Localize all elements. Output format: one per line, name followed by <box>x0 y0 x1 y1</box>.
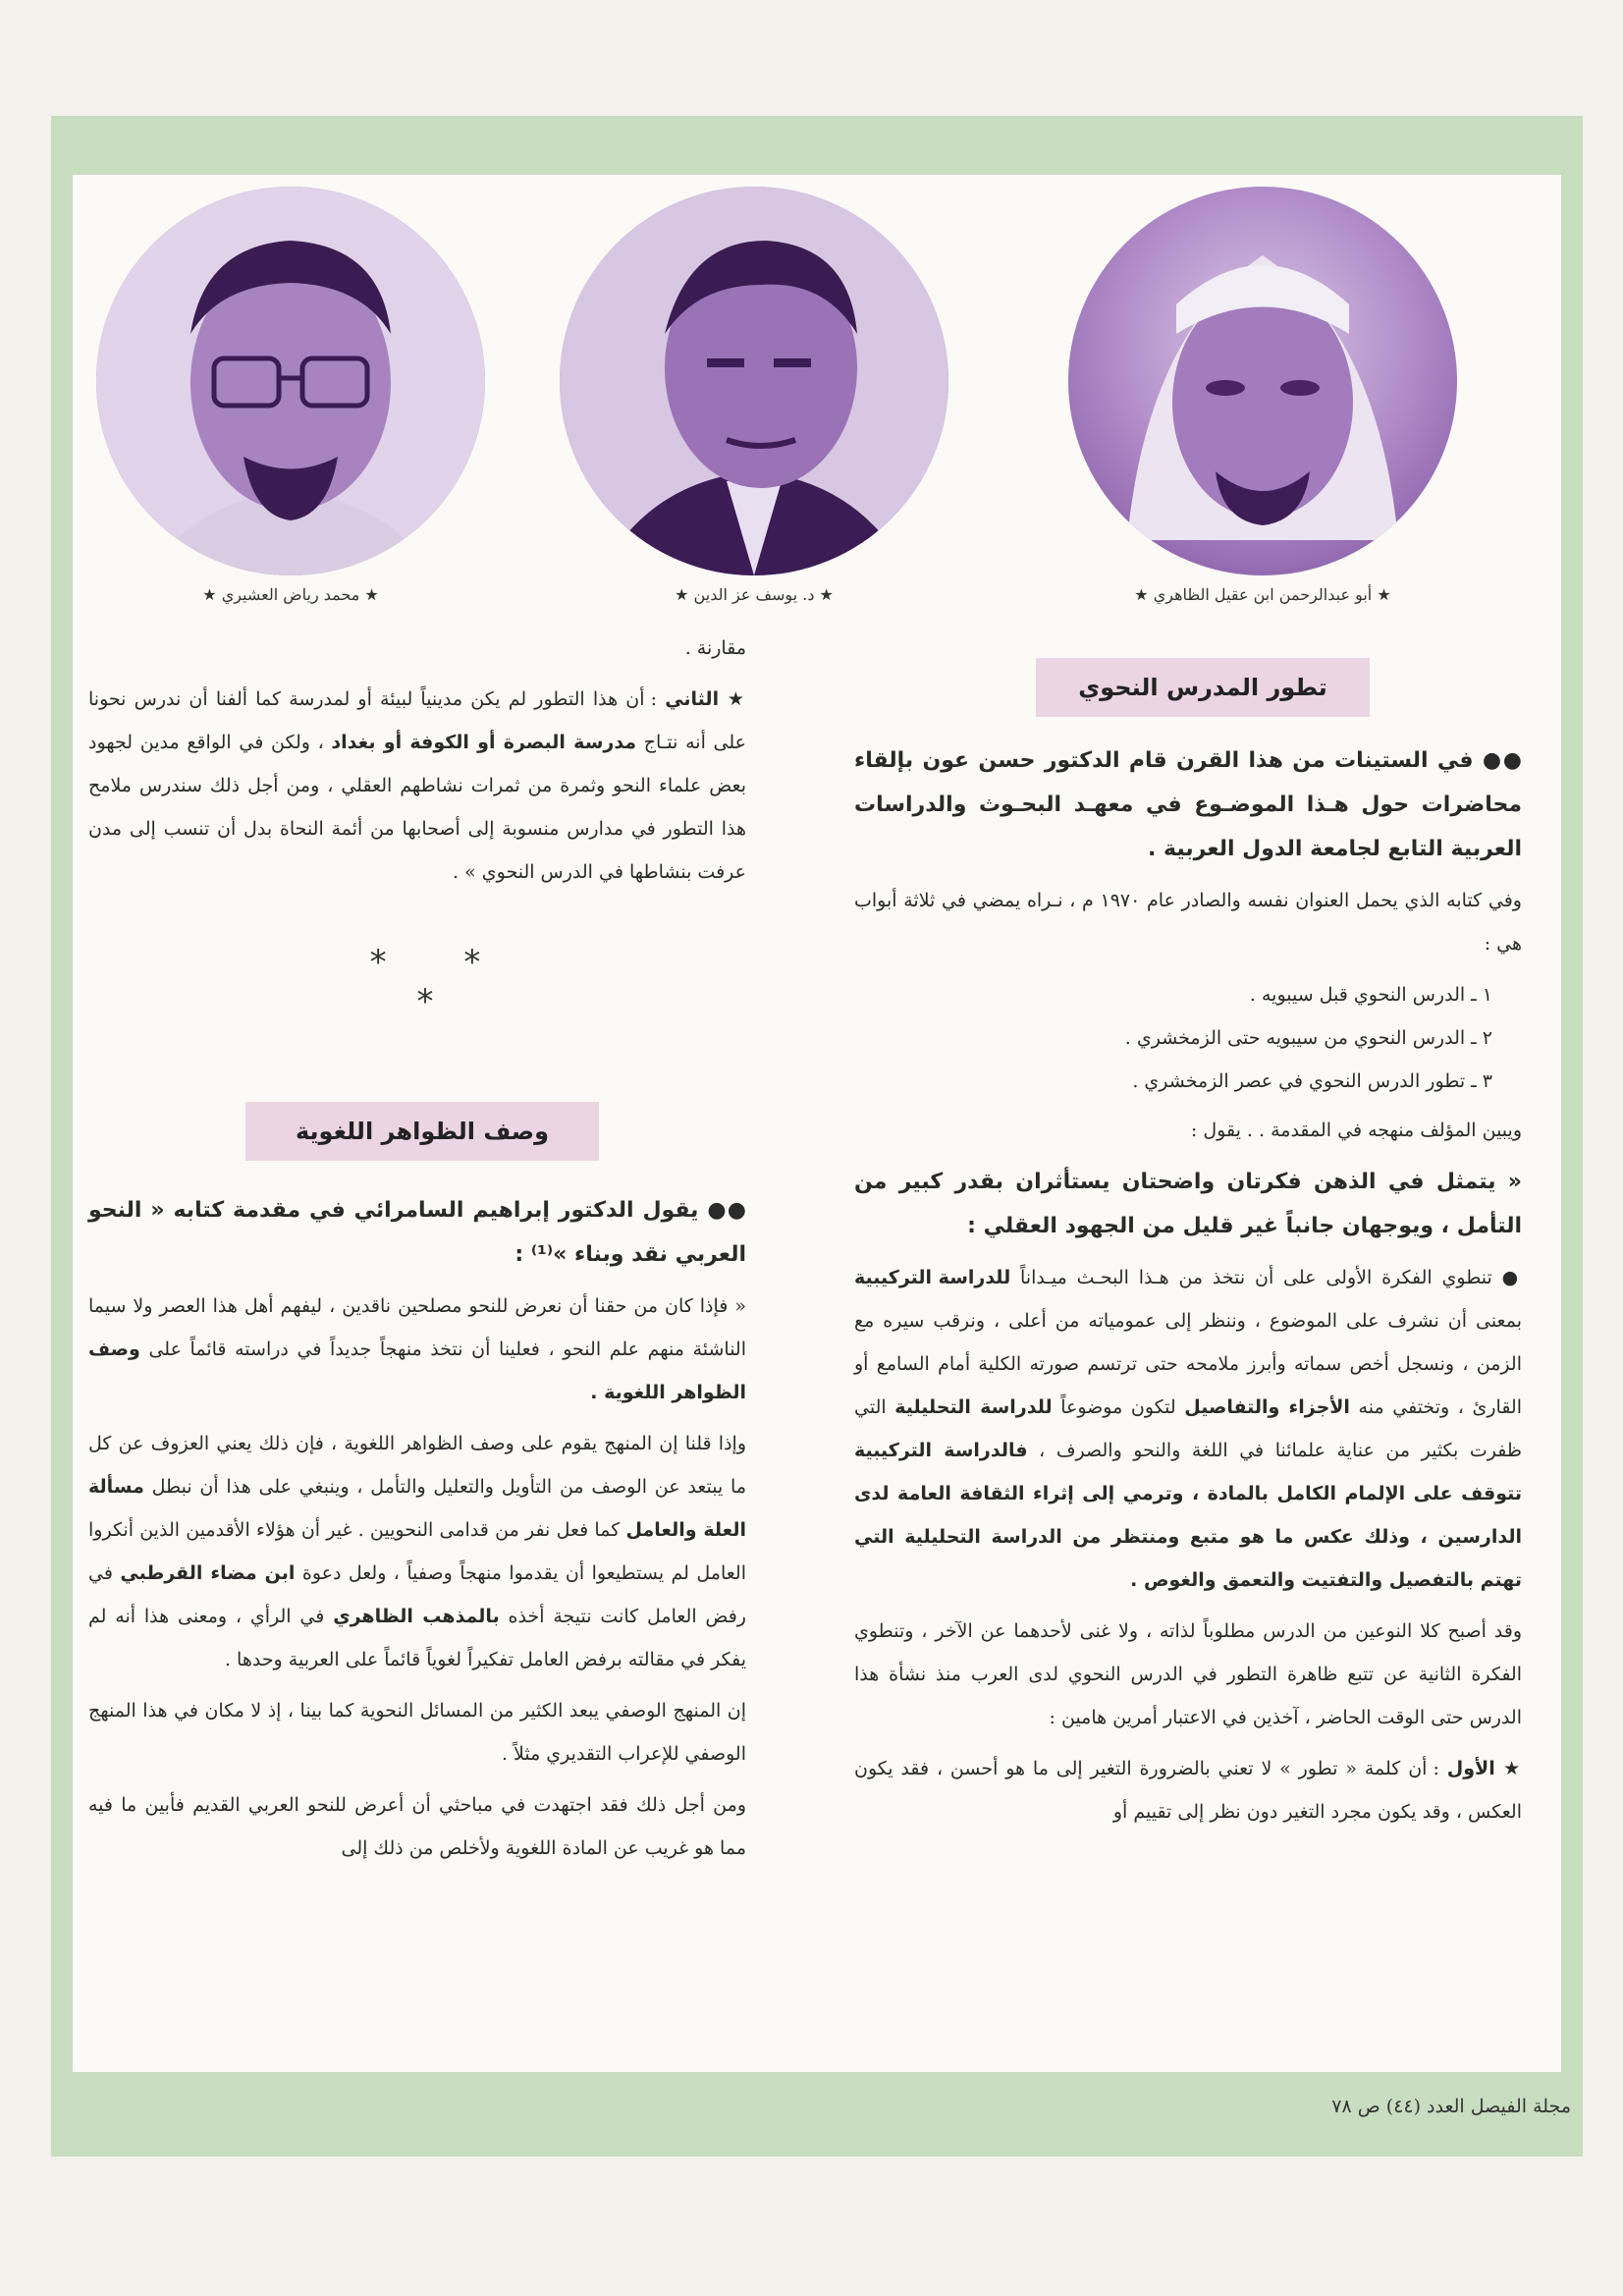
right-column <box>854 738 1522 1841</box>
text-span: ● تنطوي الفكرة الأولى على أن نتخذ من هـذا البحـث ميـداناً <box>1020 1267 1522 1288</box>
section2-lead: ●● يقول الدكتور إبراهيم السامرائي في مقدمة كتابه « النحو العربي نقد وبناء »⁽¹⁾ : <box>88 1198 746 1267</box>
section-divider-stars: * * * <box>369 943 514 1021</box>
portrait-photo-right <box>1068 187 1457 575</box>
emphasis-text: وصف الظواهر اللغوية . <box>88 1339 746 1403</box>
list-item: ٢ ـ الدرس النحوي من سيبويه حتى الزمخشري . <box>1124 1027 1492 1049</box>
text-span: لتكون موضوعاً <box>1060 1396 1176 1418</box>
section1-p5 <box>854 1747 1522 1833</box>
point-label: ★ الثاني <box>665 688 747 710</box>
text-span: بمعنى أن نشرف على الموضوع ، وننظر إلى عمومياته من أعلى ، ونرقب سيره مع الزمن ، ونسجل أخص سماته وأبرز ملامحه حتى ترتسم صورته الكلية أمام السامع أو القارئ ، وتختفي منه <box>854 1310 1522 1418</box>
left-p1 <box>88 678 746 894</box>
section1-p2: ويبين المؤلف منهجه في المقدمة . . يقول : <box>1190 1120 1522 1141</box>
emphasis-text: مدرسة البصرة أو الكوفة أو بغداد <box>331 732 637 753</box>
list-item: ٣ ـ تطور الدرس النحوي في عصر الزمخشري . <box>1132 1070 1492 1092</box>
text-span: كما فعل نفر من قدامى النحويين . غير أن هؤلاء الأقدمين الذين أنكروا العامل لم يستطيعوا أن يقدموا منهجاً وصفياً ، ولعل دعوة <box>88 1519 746 1584</box>
section1-quote: « يتمثل في الذهن فكرتان واضحتان يستأثران بقدر كبير من التأمل ، ويوجهان جانباً غير قليل من الجهود العقلي : <box>854 1170 1522 1238</box>
caption-right: ★ أبو عبدالرحمن ابن عقيل الظاهري ★ <box>1134 585 1391 604</box>
text-span: : أن هذا التطور لم يكن مدينياً لبيئة أو لمدرسة كما ألفنا أن ندرس نحونا على أنه نتـاج <box>88 688 746 753</box>
emphasis-text: فالدراسة التركيبية تتوقف على الإلمام الكامل بالمادة ، وترمي إلى إثراء الثقافة العامة لدى الدارسين ، وذلك عكس ما هو متبع ومنتظر من الدراسة التحليلية التي تهتم بالتفصيل والتفتيت والتعمق والغوص . <box>854 1440 1522 1591</box>
section1-lead: ●● في الستينات من هذا القرن قام الدكتور حسن عون بإلقاء محاضرات حول هـذا الموضـوع في معهـد البحـوث والدراسات العربية التابع لجامعة الدول العربية . <box>854 748 1522 861</box>
section2-p3: إن المنهج الوصفي يبعد الكثير من المسائل النحوية كما بينا ، إذ لا مكان في هذا المنهج الوصفي للإعراب التقديري مثلاً . <box>88 1700 746 1765</box>
emphasis-text: للدراسة التركيبية <box>854 1267 1011 1288</box>
section-heading-linguistic-phenomena: وصف الظواهر اللغوية <box>245 1102 599 1161</box>
portrait-photo-left <box>96 187 485 575</box>
page-footer: مجلة الفيصل العدد (٤٤) ص ٧٨ <box>1331 2096 1571 2117</box>
portrait-photo-middle <box>560 187 948 575</box>
section1-list <box>854 973 1522 1103</box>
text-span: في الرأي ، ومعنى هذا أنه لم يفكر في مقالته برفض العامل تفكيراً لغوياً قائماً على العربية وحدها . <box>88 1606 746 1670</box>
left-column-bottom <box>88 1188 746 1878</box>
caption-middle: ★ د. يوسف عز الدين ★ <box>675 585 834 604</box>
decorative-band-right <box>1561 116 1583 2119</box>
section1-p3 <box>854 1256 1522 1602</box>
section-heading-grammar-development: تطور المدرس النحوي <box>1036 658 1370 717</box>
text-span: في رفض العامل كانت نتيجة أخذه <box>88 1562 746 1627</box>
text-span: التي ظفرت بكثير من عناية علمائنا في اللغة والنحو والصرف ، <box>854 1396 1523 1461</box>
decorative-band-left <box>51 116 73 2119</box>
decorative-band-top <box>51 116 1583 175</box>
text-span: ، ولكن في الواقع مدين لجهود بعض علماء النحو وثمرة من ثمرات نشاطهم العقلي ، ومن أجل ذلك سندرس ملامح هذا التطور في مدارس منسوبة إلى أصحابها من أئمة النحاة بدل أن تنسب إلى مدن عرفت بنشاطها في الدرس النحوي » . <box>88 732 746 883</box>
section1-p1: وفي كتابه الذي يحمل العنوان نفسه والصادر عام ١٩٧٠ م ، نـراه يمضي في ثلاثة أبواب هي : <box>854 890 1522 955</box>
section2-p2 <box>88 1422 746 1681</box>
emphasis-text: بالمذهب الظاهري <box>333 1606 500 1627</box>
emphasis-text: ابن مضاء القرطبي <box>120 1562 296 1584</box>
section2-p4: ومن أجل ذلك فقد اجتهدت في مباحثي أن أعرض للنحو العربي القديم فأبين ما فيه مما هو غريب عن المادة اللغوية ولأخلص من ذلك إلى <box>88 1794 746 1859</box>
emphasis-text: للدراسة التحليلية <box>894 1396 1053 1418</box>
left-p0: مقارنة . <box>684 637 746 659</box>
left-column-top <box>88 627 746 902</box>
point-label: ★ الأول <box>1446 1758 1522 1779</box>
list-item: ١ ـ الدرس النحوي قبل سيبويه . <box>1249 984 1492 1006</box>
section1-p4: وقد أصبح كلا النوعين من الدرس مطلوباً لذاته ، ولا غنى لأحدهما عن الآخر ، وتنطوي الفكرة الثانية عن تتبع ظاهرة التطور في الدرس النحوي لدى العرب منذ نشأة هذا الدرس حتى الوقت الحاضر ، آخذين في الاعتبار أمرين هامين : <box>854 1620 1522 1728</box>
text-span: : أن كلمة « تطور » لا تعني بالضرورة التغير إلى ما هو أحسن ، فقد يكون العكس ، وقد يكون مجرد التغير دون نظر إلى تقييم أو <box>854 1758 1522 1823</box>
section2-p1 <box>88 1285 746 1414</box>
emphasis-text: الأجزاء والتفاصيل <box>1184 1396 1350 1418</box>
text-span: وإذا قلنا إن المنهج يقوم على وصف الظواهر اللغوية ، فإن ذلك يعني العزوف عن كل ما يبتعد عن الوصف من التأويل والتعليل والتأمل ، وينبغي على هذا أن نبطل <box>88 1433 747 1498</box>
caption-left: ★ محمد رياض العشيري ★ <box>202 585 379 604</box>
text-span: « فإذا كان من حقنا أن نعرض للنحو مصلحين ناقدين ، ليفهم أهل هذا العصر ولا سيما الناشئة منهم علم النحو ، فعلينا أن نتخذ منهجاً جديداً في دراسته قائماً على <box>88 1295 746 1360</box>
emphasis-text: مسألة العلة والعامل <box>88 1476 746 1541</box>
